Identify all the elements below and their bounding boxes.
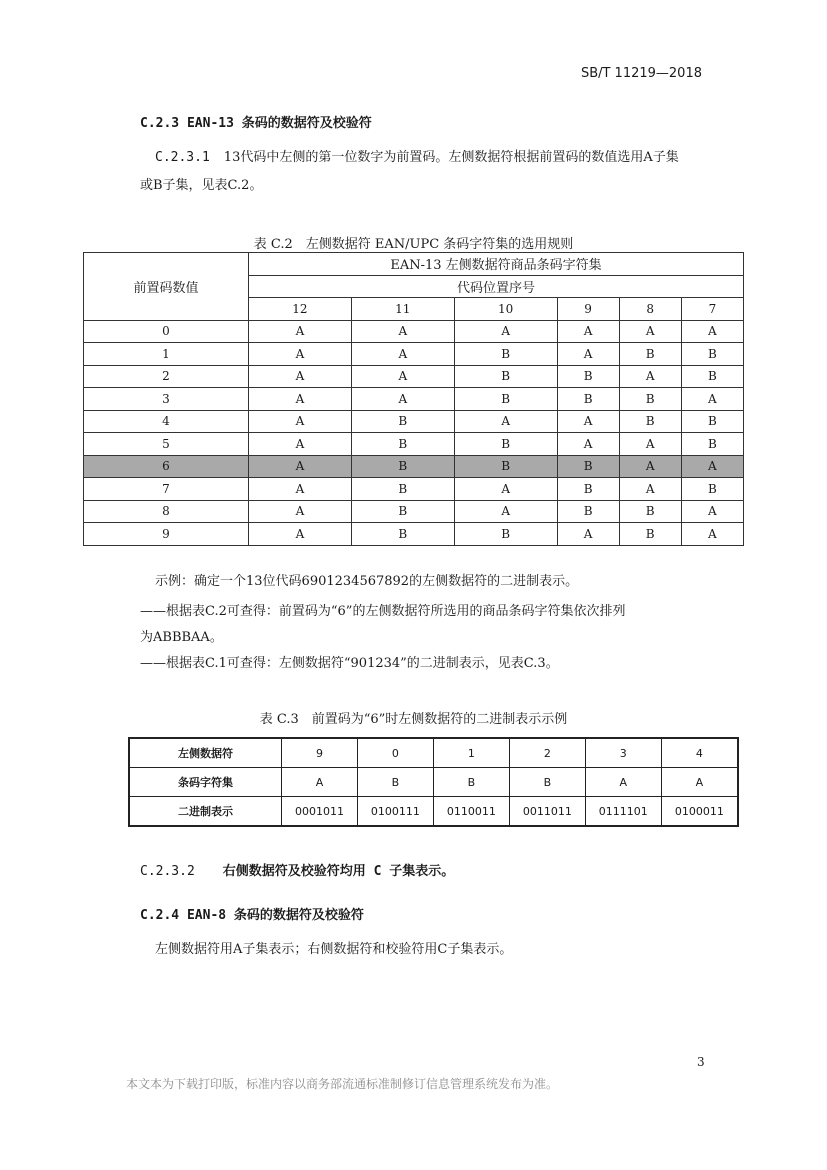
table-c2-cell: A bbox=[454, 410, 557, 433]
table-c2-corner: 前置码数值 bbox=[84, 253, 249, 321]
table-c3-caption: 表 C.3 前置码为“6”时左侧数据符的二进制表示示例 bbox=[259, 712, 568, 727]
table-c2-position-header: 9 bbox=[557, 298, 619, 321]
table-c2-cell: B bbox=[454, 523, 557, 546]
table-c2-cell: B bbox=[681, 365, 743, 388]
section-c23-heading: C.2.3 EAN-13 条码的数据符及校验符 bbox=[140, 116, 372, 131]
section-c232-text: 右侧数据符及校验符均用 C 子集表示。 bbox=[222, 864, 455, 879]
standard-code: SB/T 11219—2018 bbox=[580, 66, 702, 81]
table-c3-cell: A bbox=[282, 768, 358, 797]
table-c3-cell: B bbox=[433, 768, 509, 797]
table-c3-cell: B bbox=[357, 768, 433, 797]
table-c2-position-header: 12 bbox=[249, 298, 352, 321]
table-c3-row-label: 条码字符集 bbox=[129, 768, 282, 797]
table-row bbox=[84, 433, 744, 456]
table-c2-prefix-cell: 3 bbox=[84, 388, 249, 411]
table-c2-cell: A bbox=[351, 388, 454, 411]
table-c2-position-header: 7 bbox=[681, 298, 743, 321]
table-c2-cell: B bbox=[557, 478, 619, 501]
table-c2-cell: B bbox=[351, 500, 454, 523]
table-c3-cell: 0011011 bbox=[509, 797, 585, 827]
table-c3-cell: 0111101 bbox=[585, 797, 661, 827]
table-row bbox=[84, 523, 744, 546]
table-c2-cell: A bbox=[249, 388, 352, 411]
table-row bbox=[84, 455, 744, 478]
table-c2-cell: B bbox=[454, 365, 557, 388]
table-c2-position-header: 11 bbox=[351, 298, 454, 321]
table-c2-cell: B bbox=[454, 455, 557, 478]
table-c2-cell: A bbox=[351, 343, 454, 366]
table-c3-cell: 0110011 bbox=[433, 797, 509, 827]
table-row bbox=[84, 388, 744, 411]
table-c2-cell: A bbox=[351, 320, 454, 343]
table-c2-cell: A bbox=[681, 455, 743, 478]
table-c2-cell: A bbox=[249, 410, 352, 433]
table-c2-cell: B bbox=[619, 388, 681, 411]
table-c2-cell: B bbox=[351, 523, 454, 546]
table-c3-cell: B bbox=[509, 768, 585, 797]
table-c2-cell: A bbox=[557, 523, 619, 546]
table-c2-position-header: 10 bbox=[454, 298, 557, 321]
table-c2 bbox=[83, 252, 744, 546]
table-c2-cell: A bbox=[557, 410, 619, 433]
table-c3-cell: 9 bbox=[282, 738, 358, 768]
table-row bbox=[129, 797, 738, 827]
table-row bbox=[129, 768, 738, 797]
table-c2-prefix-cell: 1 bbox=[84, 343, 249, 366]
table-c2-cell: A bbox=[619, 365, 681, 388]
table-c2-cell: A bbox=[681, 388, 743, 411]
table-c2-cell: A bbox=[249, 478, 352, 501]
table-c2-cell: B bbox=[557, 455, 619, 478]
table-c2-prefix-cell: 9 bbox=[84, 523, 249, 546]
table-c2-cell: A bbox=[454, 478, 557, 501]
table-c2-prefix-cell: 0 bbox=[84, 320, 249, 343]
table-c3-cell: 4 bbox=[661, 738, 738, 768]
table-c2-cell: A bbox=[249, 343, 352, 366]
table-row bbox=[84, 478, 744, 501]
table-c3-cell: 0 bbox=[357, 738, 433, 768]
table-c2-cell: A bbox=[619, 433, 681, 456]
table-c2-cell: B bbox=[619, 410, 681, 433]
table-c2-cell: A bbox=[681, 500, 743, 523]
example-line2: ——根据表C.2可查得：前置码为“6”的左侧数据符所选用的商品条码字符集依次排列 bbox=[140, 604, 626, 619]
table-c2-prefix-cell: 8 bbox=[84, 500, 249, 523]
table-c2-cell: A bbox=[619, 455, 681, 478]
example-line4: ——根据表C.1可查得：左侧数据符“901234”的二进制表示，见表C.3。 bbox=[140, 656, 559, 671]
table-c3-cell: 1 bbox=[433, 738, 509, 768]
table-c2-cell: B bbox=[454, 388, 557, 411]
table-c2-cell: A bbox=[249, 523, 352, 546]
section-c231-line2: 或B子集，见表C.2。 bbox=[140, 178, 263, 193]
table-c2-cell: B bbox=[351, 455, 454, 478]
table-c2-cell: B bbox=[619, 500, 681, 523]
table-row bbox=[129, 738, 738, 768]
section-c231-number: C.2.3.1 bbox=[155, 150, 210, 165]
table-c2-cell: A bbox=[619, 478, 681, 501]
table-c2-cell: A bbox=[454, 500, 557, 523]
table-c2-cell: A bbox=[557, 320, 619, 343]
table-c2-prefix-cell: 6 bbox=[84, 455, 249, 478]
table-c2-cell: A bbox=[454, 320, 557, 343]
table-c2-cell: A bbox=[681, 523, 743, 546]
table-c3-cell: 0100111 bbox=[357, 797, 433, 827]
table-row bbox=[84, 343, 744, 366]
table-c2-cell: A bbox=[249, 433, 352, 456]
table-c2-prefix-cell: 4 bbox=[84, 410, 249, 433]
table-c2-cell: B bbox=[351, 433, 454, 456]
table-c2-cell: B bbox=[619, 523, 681, 546]
table-c2-cell: B bbox=[681, 433, 743, 456]
table-c3-cell: 0100011 bbox=[661, 797, 738, 827]
table-c2-prefix-cell: 2 bbox=[84, 365, 249, 388]
table-row bbox=[84, 410, 744, 433]
table-c2-cell: B bbox=[454, 433, 557, 456]
table-c2-cell: A bbox=[249, 365, 352, 388]
table-c2-cell: B bbox=[681, 410, 743, 433]
table-c2-cell: A bbox=[249, 500, 352, 523]
table-c2-cell: B bbox=[557, 500, 619, 523]
section-c231-line1 bbox=[155, 144, 679, 172]
table-c3 bbox=[128, 737, 739, 827]
table-c3-cell: 0001011 bbox=[282, 797, 358, 827]
table-c2-cell: B bbox=[351, 478, 454, 501]
section-c231-text: 13代码中左侧的第一位数字为前置码。左侧数据符根据前置码的数值选用A子集 bbox=[223, 150, 679, 165]
table-c2-prefix-cell: 7 bbox=[84, 478, 249, 501]
table-c2-position-header: 8 bbox=[619, 298, 681, 321]
table-row bbox=[84, 500, 744, 523]
section-c232-line bbox=[140, 860, 454, 879]
table-c2-cell: A bbox=[351, 365, 454, 388]
page-number: 3 bbox=[697, 1055, 705, 1069]
table-c2-sub-header: 代码位置序号 bbox=[249, 275, 744, 298]
table-c3-row-label: 左侧数据符 bbox=[129, 738, 282, 768]
table-c3-cell: 3 bbox=[585, 738, 661, 768]
table-c2-cell: B bbox=[557, 388, 619, 411]
table-c2-cell: A bbox=[681, 320, 743, 343]
table-c2-cell: A bbox=[619, 320, 681, 343]
table-c2-cell: B bbox=[557, 365, 619, 388]
table-c2-cell: A bbox=[249, 455, 352, 478]
table-c3-cell: A bbox=[585, 768, 661, 797]
section-c232-number: C.2.3.2 bbox=[140, 864, 195, 879]
table-c2-cell: B bbox=[681, 478, 743, 501]
example-line3: 为ABBBAA。 bbox=[140, 630, 223, 645]
table-row bbox=[84, 320, 744, 343]
example-line1: 示例：确定一个13位代码6901234567892的左侧数据符的二进制表示。 bbox=[155, 574, 579, 589]
table-c3-row-label: 二进制表示 bbox=[129, 797, 282, 827]
table-c2-cell: B bbox=[454, 343, 557, 366]
table-c2-caption: 表 C.2 左侧数据符 EAN/UPC 条码字符集的选用规则 bbox=[253, 237, 574, 252]
table-row bbox=[84, 365, 744, 388]
table-c2-cell: A bbox=[557, 343, 619, 366]
table-c2-cell: B bbox=[681, 343, 743, 366]
table-c2-cell: B bbox=[619, 343, 681, 366]
section-c24-heading: C.2.4 EAN-8 条码的数据符及校验符 bbox=[140, 908, 364, 923]
section-c24-text: 左侧数据符用A子集表示；右侧数据符和校验符用C子集表示。 bbox=[155, 942, 513, 957]
table-c3-cell: 2 bbox=[509, 738, 585, 768]
table-c2-prefix-cell: 5 bbox=[84, 433, 249, 456]
table-c2-cell: A bbox=[249, 320, 352, 343]
table-c2-cell: A bbox=[557, 433, 619, 456]
footer-note: 本文本为下载打印版，标准内容以商务部流通标准制修订信息管理系统发布为准。 bbox=[126, 1077, 559, 1091]
table-c2-group-header: EAN-13 左侧数据符商品条码字符集 bbox=[249, 253, 744, 276]
table-c3-cell: A bbox=[661, 768, 738, 797]
table-c2-cell: B bbox=[351, 410, 454, 433]
